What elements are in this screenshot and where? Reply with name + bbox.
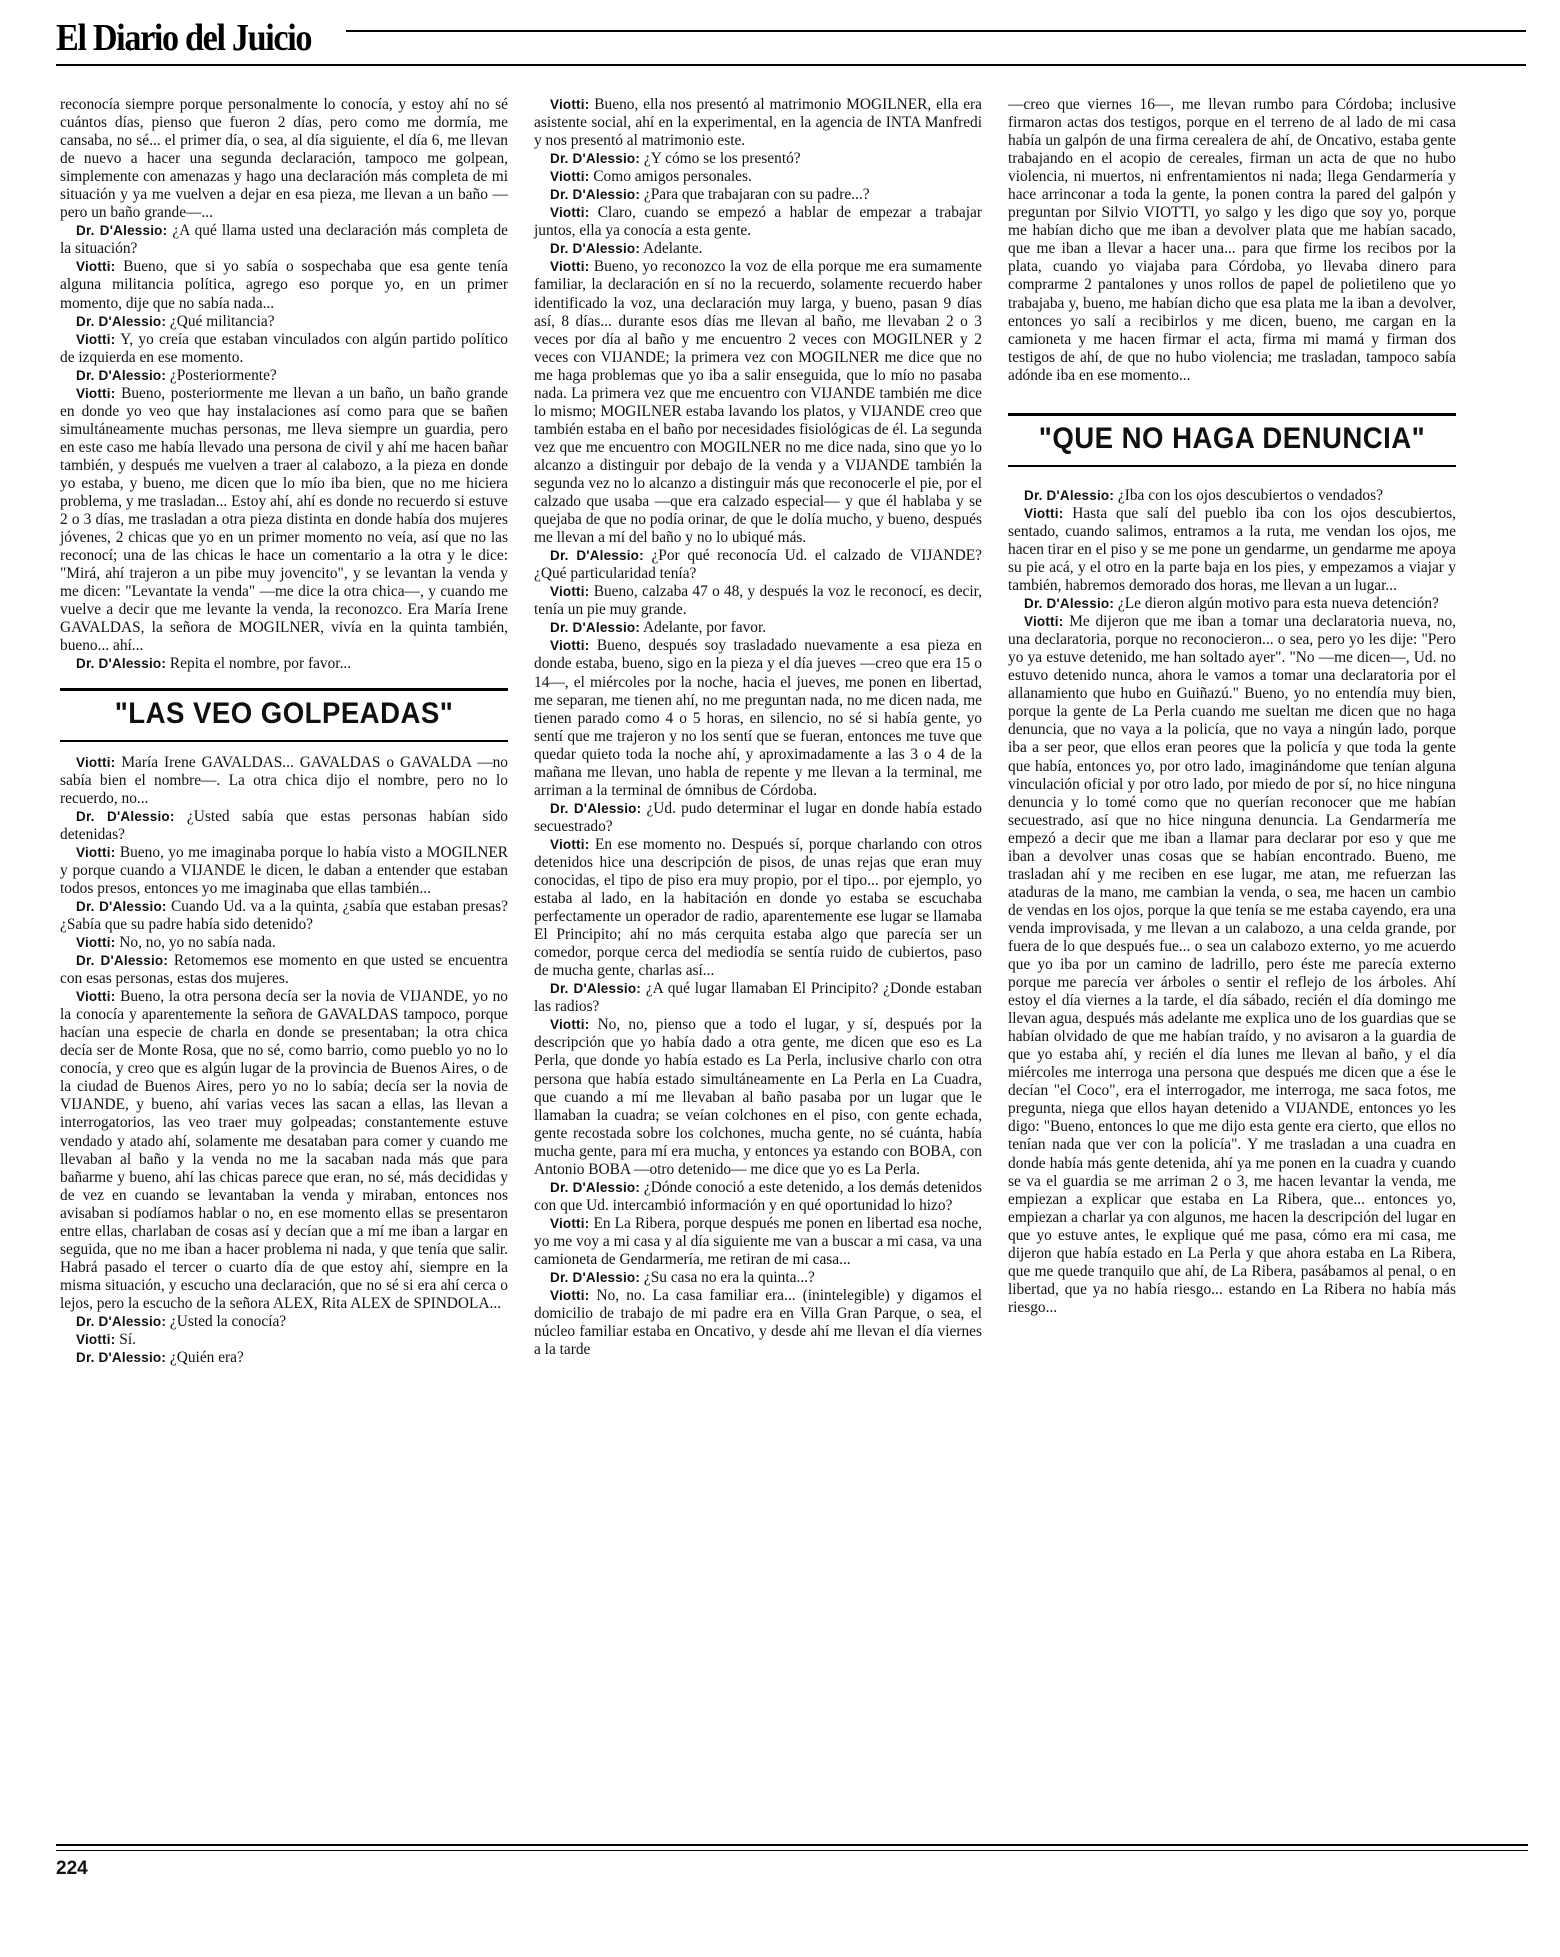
- speaker-label: Viotti:: [550, 584, 590, 600]
- paragraph-text: Bueno, la otra persona decía ser la novia de VIJANDE, yo no la conocía y aparentemente la señora de GAVALDAS tampoco, porque hacían una especie de charla en donde se presentaban; la otra chica decía ser de Monte Rosa, que no sé, como barrio, como pueblo yo no lo conocía, y creo que es algún lugar de la provincia de Buenos Aires, o de la ciudad de Buenos Aires, pero yo no lo sabía; decía ser la novia de VIJANDE, y bueno, ahí varias veces las sacan a ellas, las llevan a interrogatorios, las veo traer muy golpeadas; constantemente estuve vendado y atado ahí, solamente me desataban para comer y cuando me llevaban al baño y la venda no me la sacaban nada más que para bañarme y bueno, ahí las chicas parece que eran, no sé, más decididas y de vez en cuando se levantaban la venda y miraban, entonces nos avisaban si podíamos hablar o no, en ese momento ellas se presentaron entre ellas, charlaban de cosas así y decían que a mí me iban a largar en seguida, que no me iban a hacer problema ni nada, y que tenía que salir. Habrá pasado el tercer o cuarto día de que estoy ahí, siempre en la misma situación, y escucho una declaración, que no sé si era ahí cerca o lejos, pero la escucho de la señora ALEX, Rita ALEX de SPINDOLA...: [60, 988, 508, 1312]
- speaker-label: Viotti:: [76, 385, 116, 401]
- transcript-paragraph: [534, 1287, 982, 1359]
- paragraph-text: Bueno, yo me imaginaba porque lo había visto a MOGILNER y porque cuando a VIJANDE le dicen, le daban a entender que estaban todos presos, entonces yo me imaginaba que ellas también...: [60, 843, 508, 897]
- speaker-label: Viotti:: [550, 169, 590, 185]
- speaker-label: Viotti:: [550, 836, 590, 852]
- transcript-paragraph: [1008, 613, 1456, 1317]
- paragraph-text: ¿A qué lugar llamaban El Principito? ¿Donde estaban las radios?: [534, 980, 982, 1016]
- paragraph-text: Bueno, que si yo sabía o sospechaba que esa gente tenía alguna militancia política, agrego eso porque yo, en un primer momento, dije que no sabía nada...: [60, 258, 508, 312]
- section-headline: "LAS VEO GOLPEADAS": [114, 696, 454, 730]
- paragraph-text: Me dijeron que me iban a tomar una declaratoria nueva, no, una declaratoria, porque no reconocieron... o sea, pero yo les dije: "Pero yo ya estuve detenido, me han soltado ayer". "No —me dicen—, Ud. no estuvo detenido nunca, ahora le vamos a tomar una declaratoria por el allanamiento que hubo en Guiñazú." Bueno, yo no entendía muy bien, porque la gente de La Perla cuando me sueltan me dicen que no haga denuncia, que no vaya a la policía, que no vaya a ningún lado, porque iba a ser peor, que ellos eran peores que la policía y que toda la gente que había, entonces yo, por otro lado, imaginándome que tenían alguna vinculación oficial y por otro lado, por miedo de por sí, no hice ninguna denuncia y lo tomé como que no querían reconocer que me habían secuestrado, así que no hice ninguna denuncia. La Gendarmería me empezó a decir que me iban a llamar para declarar por eso y que me iban a devolver unas cosas que se habían encontrado. Bueno, me trasladan ahí y me reciben en ese lugar, me atan, me refuerzan las ataduras de la mano, me cambian la venda, o sea, me hacen un cambio de vendas en los ojos, porque la que tenía se me estaba cayendo, era una venda improvisada, y me llevan a un calabozo, a una celda grande, por fuera de lo que después fue... o sea un calabozo externo, yo me acuerdo que yo iba por un camino de ladrillo, pero éste me parecía externo porque me parecía ver árboles o sentir el reflejo de los árboles. Ahí estoy el día viernes a la tarde, el día sábado, recién el día domingo me llevan agua, después más adelante me explica uno de los guardias que se habían olvidado de que me habían traído, y no avisaron a la guardia de que yo estaba ahí, y recién el día lunes me llevan al baño, y el día miércoles me interroga una persona que después me dicen que a ése le decían "el Coco", era el interrogador, me interroga, me saca fotos, me pregunta, niega que ellos hayan detenido a VIJANDE, entonces yo les digo: "Bueno, entonces lo que me dijo esta gente era cierto, que ellos no tenían nada que ver con la policía". Y me trasladan a una cuadra en donde había más gente detenida, ahí ya me ponen en la cuadra y cuando se va el guardia se me arriman 2 o 3, me hacen levantar la venda, me empiezan a explicar que estaba en La Ribera, que... entonces yo, empiezan a charlar ya con algunos, me hacen la descripción del lugar en que yo estuve antes, le explique qué me pasa, cómo era mi casa, me dijeron que había estado en La Perla y que ahora estaba en La Ribera, que me quede tranquilo que ahí, de La Ribera, pasábamos al penal, o en libertad, que ya no había riesgo... estando en La Ribera no había más riesgo...: [1008, 613, 1456, 1316]
- speaker-label: Dr. D'Alessio:: [1024, 487, 1115, 503]
- continued-paragraph: [60, 96, 508, 222]
- paragraph-text: Bueno, ella nos presentó al matrimonio MOGILNER, ella era asistente social, ahí en la experimental, en la agencia de INTA Manfredi y nos presentó al matrimonio este.: [534, 96, 982, 150]
- paragraph-text: No, no, yo no sabía nada.: [119, 934, 276, 952]
- paragraph-text: Bueno, yo reconozco la voz de ella porque me era sumamente familiar, la declaración en sí no la recuerdo, solamente recuerdo haber identificado la voz, una declaración muy larga, y bueno, pasan 9 días así, 8 días... durante esos días me llevan al baño, me llevaban 2 o 3 veces por día al baño y me encuentro 2 veces con MOGILNER y 2 veces con VIJANDE; la primera vez con MOGILNER me dice que no me haga problemas que yo iba a salir enseguida, que lo mío no pasaba nada. La primera vez que me encuentro con VIJANDE también me dice lo mismo; MOGILNER estaba lavando los platos, y VIJANDE creo que también estaba en el baño por necesidades fisiológicas de él. La segunda vez que me encuentro con MOGILNER no me dice nada, sino que yo lo alcanzo a distinguir por debajo de la venda y a VIJANDE también la segunda vez no lo alcanzo a distinguir más que reconocerle el pie, por el calzado que usaba —que era calzado especial— y que él hablaba y se quejaba de que no podía orinar, de que le dolía mucho, y bueno, después me llevan a mí del baño y no lo ubiqué más.: [534, 258, 982, 547]
- speaker-label: Dr. D'Alessio:: [550, 548, 644, 564]
- paragraph-text: Claro, cuando se empezó a hablar de empezar a trabajar juntos, ella ya conocía a esta gente.: [534, 204, 982, 240]
- speaker-label: Viotti:: [76, 1332, 116, 1348]
- transcript-paragraph: [534, 1269, 982, 1287]
- paragraph-text: —creo que viernes 16—, me llevan rumbo para Córdoba; inclusive firmaron actas dos testigos, porque en el terreno de al lado de mi casa había un galpón de una firma cerealera de ahí, de Oncativo, estaba gente trabajando en el acopio de cereales, firman un acta de que no hubo violencia, ni muertos, ni enfrentamientos ni nada; llega Gendarmería y hace arrinconar a toda la gente, la ponen contra la pared del galpón y preguntan por Silvio VIOTTI, yo salgo y les digo que soy yo, porque me habían dicho que me iban a devolver plata que me habían sacado, que me iban a llevar a hacer una... para que firme los recibos por la plata, cuando yo viajaba para Córdoba, yo llevaba dinero para comprarme 2 pantalones y unos rollos de papel de polietileno que yo trabajaba y, bueno, me habían dicho que esa plata me la iban a devolver, entonces yo salí a recibirlos y me dicen, bueno, me cargan en la camioneta y me hacen firmar el acta, firma mi mamá y firman dos testigos de ahí, de que no hubo violencia; me trasladan, tampoco sabía adónde iba en ese momento...: [1008, 96, 1456, 384]
- transcript-paragraph: [60, 222, 508, 258]
- masthead-bottom-rule: [56, 64, 1526, 66]
- speaker-label: Viotti:: [550, 1288, 590, 1304]
- speaker-label: Viotti:: [550, 1017, 590, 1033]
- transcript-paragraph: [534, 1215, 982, 1269]
- transcript-paragraph: [534, 240, 982, 258]
- speaker-label: Dr. D'Alessio:: [76, 898, 167, 914]
- section-headline-box: [1008, 413, 1456, 467]
- transcript-paragraph: [534, 204, 982, 240]
- transcript-paragraph: [60, 988, 508, 1313]
- masthead-top-rule: [346, 30, 1526, 32]
- speaker-label: Dr. D'Alessio:: [550, 241, 641, 257]
- footer-rule: [56, 1844, 1528, 1846]
- paragraph-text: Hasta que salí del pueblo iba con los ojos descubiertos, sentado, cuando salimos, entramos a la ruta, me vendan los ojos, me hacen tirar en el piso y se me pone un gendarme, un gendarme me apoya su pie acá, y el otro en la parte baja en los pies, y empezamos a viajar y también, habremos demorado dos horas, me llevan a un lugar...: [1008, 504, 1456, 595]
- speaker-label: Viotti:: [550, 205, 590, 221]
- text-column-3: [1008, 96, 1456, 1317]
- transcript-paragraph: [534, 186, 982, 204]
- speaker-label: Dr. D'Alessio:: [76, 808, 175, 824]
- transcript-paragraph: [1008, 487, 1456, 505]
- transcript-paragraph: [60, 1313, 508, 1331]
- speaker-label: Dr. D'Alessio:: [76, 953, 169, 969]
- text-column-2: [534, 96, 982, 1359]
- transcript-paragraph: [60, 1331, 508, 1349]
- transcript-paragraph: [534, 980, 982, 1016]
- speaker-label: Dr. D'Alessio:: [76, 1350, 167, 1366]
- speaker-label: Viotti:: [76, 331, 116, 347]
- paragraph-text: ¿Iba con los ojos descubiertos o vendados?: [1117, 486, 1383, 504]
- paragraph-text: ¿Usted sabía que estas personas habían sido detenidas?: [60, 807, 508, 843]
- paragraph-text: No, no. La casa familiar era... (inintelegible) y digamos el domicilio de trabajo de mi padre era en Villa Gran Parque, o sea, el núcleo familiar estaba en Oncativo, y desde ahí me llevan el día viernes a la tarde: [534, 1287, 983, 1359]
- paragraph-text: Bueno, después soy trasladado nuevamente a esa pieza en donde estaba, bueno, sigo en la pieza y el día jueves —creo que era 15 o 14—, el miércoles por la noche, hacia el jueves, me ponen en libertad, me separan, me tienen ahí, no me preguntan nada, no me dicen nada, me tienen parado como 4 o 5 horas, en silencio, no sé si había gente, yo sentí que me trajeron y no los sentí que se fueran, entonces me tuve que quedar quieto toda la noche ahí, y aproximadamente a las 3 o 4 de la mañana me llevan, uno habla de repente y me llevan a la terminal, me arriman a la terminal de ómnibus de Córdoba.: [534, 637, 982, 799]
- transcript-paragraph: [60, 898, 508, 934]
- masthead: [56, 14, 1526, 70]
- transcript-paragraph: [534, 168, 982, 186]
- transcript-paragraph: [534, 583, 982, 619]
- speaker-label: Dr. D'Alessio:: [76, 1314, 167, 1329]
- transcript-paragraph: [534, 96, 982, 150]
- transcript-paragraph: [60, 844, 508, 898]
- paragraph-text: ¿Para que trabajaran con su padre...?: [643, 186, 870, 204]
- paragraph-text: ¿Dónde conoció a este detenido, a los demás detenidos con que Ud. intercambió información y en qué oportunidad lo hizo?: [534, 1178, 982, 1214]
- paragraph-text: Como amigos personales.: [593, 168, 752, 186]
- text-column-1: [60, 96, 508, 1367]
- transcript-paragraph: [534, 150, 982, 168]
- paragraph-text: ¿Por qué reconocía Ud. el calzado de VIJANDE? ¿Qué particularidad tenía?: [534, 547, 982, 583]
- paragraph-text: ¿Posteriormente?: [169, 366, 277, 384]
- footer-rule-thin: [56, 1850, 1528, 1851]
- speaker-label: Viotti:: [550, 1215, 590, 1231]
- transcript-paragraph: [534, 1016, 982, 1178]
- paragraph-text: En ese momento no. Después sí, porque charlando con otros detenidos hice una descripción de pisos, de unas rejas que eran muy conocidas, el tipo de piso era muy propio, por el tipo... por ejemplo, yo estaba al lado, en la habitación en donde yo estaba se escuchaba perfectamente un operador de radio, aparentemente ese lugar se llamaba El Principito; ahí no más cerquita estaba algo que parecía ser un comedor, porque cerca del mediodía se sentía ruido de cubiertos, paso de mucha gente, charlas así...: [534, 835, 982, 980]
- publication-title: El Diario del Juicio: [56, 17, 312, 59]
- speaker-label: Viotti:: [550, 638, 590, 654]
- speaker-label: Viotti:: [76, 754, 116, 770]
- speaker-label: Dr. D'Alessio:: [550, 981, 641, 997]
- paragraph-text: No, no, pienso que a todo el lugar, y sí, después por la descripción que yo había dado a otra gente, me dicen que eso es La Perla, que donde yo había estado es La Perla, inclusive charlo con otra persona que había estado simultáneamente en La Perla en La Cuadra, que cuando a mí me llevaban al baño pasaba por un lugar que le llamaban la cuadra; se veían colchones en el piso, con gente echada, gente recostada sobre los colchones, mucha gente, no sé cuánta, había mucha gente, para mí era mucha, y entonces ya estando con BOBA, con Antonio BOBA —otro detenido— me dice que yo es La Perla.: [534, 1016, 982, 1178]
- speaker-label: Dr. D'Alessio:: [550, 187, 641, 203]
- paragraph-text: ¿Usted la conocía?: [169, 1313, 287, 1330]
- paragraph-text: Cuando Ud. va a la quinta, ¿sabía que estaban presas? ¿Sabía que su padre había sido detenido?: [60, 897, 508, 933]
- transcript-paragraph: [534, 258, 982, 547]
- page-number: 224: [56, 1858, 88, 1879]
- speaker-label: Dr. D'Alessio:: [76, 313, 167, 329]
- paragraph-text: Bueno, posteriormente me llevan a un baño, un baño grande en donde yo veo que hay instalaciones así como para que se bañen simultáneamente muchas personas, me lleva siempre un guardia, pero en este caso me había llevado una persona de civil y ahí me hacen bañar también, y después me vuelven a traer al calabozo, a la pieza en donde yo estaba, y bueno, me dicen que lo mío iba bien, que no me hiciera problema, y me trasladan... Estoy ahí, ahí es donde no recuerdo si estuve 2 o 3 días, me trasladan a otra pieza distinta en donde había dos mujeres jóvenes, 2 chicas que yo en un primer momento no veía, así que no las reconocí; una de las chicas le hace un comentario a la otra y le dice: "Mirá, ahí trajeron a un pibe muy jovencito", y se levantan la venda y me dicen: "Levantate la venda" —me dice la otra chica—, y cuando me vuelve a decir que me levante la venda, la reconozco. Era María Irene GAVALDAS, la señora de MOGILNER, vivía en la quinta también, bueno... ahí...: [60, 384, 508, 655]
- speaker-label: Viotti:: [76, 844, 116, 860]
- section-headline-box: [60, 688, 508, 742]
- paragraph-text: Sí.: [119, 1331, 136, 1349]
- speaker-label: Dr. D'Alessio:: [76, 367, 167, 383]
- section-headline: "QUE NO HAGA DENUNCIA": [1038, 421, 1426, 455]
- paragraph-text: Y, yo creía que estaban vinculados con algún partido político de izquierda en ese momento.: [60, 330, 508, 366]
- speaker-label: Dr. D'Alessio:: [550, 151, 641, 167]
- transcript-paragraph: [60, 331, 508, 367]
- transcript-paragraph: [60, 385, 508, 656]
- speaker-label: Viotti:: [76, 935, 116, 951]
- speaker-label: Dr. D'Alessio:: [76, 223, 168, 239]
- transcript-paragraph: [534, 836, 982, 980]
- transcript-paragraph: [60, 952, 508, 988]
- speaker-label: Viotti:: [76, 989, 116, 1005]
- paragraph-text: ¿A qué llama usted una declaración más completa de la situación?: [60, 222, 508, 258]
- transcript-paragraph: [1008, 505, 1456, 595]
- paragraph-text: Adelante, por favor.: [643, 619, 767, 637]
- transcript-paragraph: [1008, 595, 1456, 613]
- transcript-paragraph: [534, 800, 982, 836]
- paragraph-text: María Irene GAVALDAS... GAVALDAS o GAVALDA —no sabía bien el nombre—. La otra chica dijo el nombre, pero no lo recuerdo, no...: [60, 753, 508, 807]
- speaker-label: Dr. D'Alessio:: [550, 800, 642, 816]
- transcript-paragraph: [60, 754, 508, 808]
- speaker-label: Dr. D'Alessio:: [550, 1179, 641, 1195]
- speaker-label: Dr. D'Alessio:: [1024, 596, 1115, 612]
- paragraph-text: En La Ribera, porque después me ponen en libertad esa noche, yo me voy a mi casa y al día siguiente me van a buscar a mi casa, va una camioneta de Gendarmería, me retiran de mi casa...: [534, 1214, 982, 1268]
- continued-paragraph: [1008, 96, 1456, 385]
- transcript-paragraph: [60, 934, 508, 952]
- paragraph-text: ¿Quién era?: [169, 1349, 244, 1367]
- transcript-paragraph: [60, 313, 508, 331]
- speaker-label: Viotti:: [550, 259, 590, 275]
- transcript-paragraph: [60, 808, 508, 844]
- transcript-paragraph: [60, 258, 508, 312]
- speaker-label: Viotti:: [1024, 505, 1064, 521]
- speaker-label: Viotti:: [1024, 614, 1064, 630]
- transcript-paragraph: [534, 637, 982, 799]
- paragraph-text: ¿Le dieron algún motivo para esta nueva detención?: [1117, 595, 1439, 613]
- paragraph-text: Bueno, calzaba 47 o 48, y después la voz le reconocí, es decir, tenía un pie muy grande.: [534, 583, 982, 619]
- transcript-paragraph: [534, 547, 982, 583]
- speaker-label: Dr. D'Alessio:: [76, 656, 167, 672]
- paragraph-text: ¿Ud. pudo determinar el lugar en donde había estado secuestrado?: [534, 799, 982, 835]
- transcript-paragraph: [60, 367, 508, 385]
- paragraph-text: ¿Qué militancia?: [169, 312, 275, 330]
- transcript-paragraph: [534, 619, 982, 637]
- paragraph-text: Repita el nombre, por favor...: [169, 655, 352, 673]
- speaker-label: Dr. D'Alessio:: [550, 1270, 641, 1286]
- paragraph-text: Retomemos ese momento en que usted se encuentra con esas personas, estas dos mujeres.: [60, 952, 508, 988]
- transcript-paragraph: [534, 1179, 982, 1215]
- paragraph-text: ¿Su casa no era la quinta...?: [643, 1269, 815, 1287]
- transcript-paragraph: [60, 1349, 508, 1367]
- speaker-label: Viotti:: [550, 97, 590, 112]
- paragraph-text: Adelante.: [643, 240, 703, 258]
- paragraph-text: reconocía siempre porque personalmente lo conocía, y estoy ahí no sé cuántos días, pienso que fueron 2 días, pero como me dormía, me cansaba, no sé... el primer día, o sea, al día siguiente, el día 6, me llevan de nuevo a hacer una segunda declaración, tampoco me golpean, simplemente con amenazas y hago una declaración más completa de mi situación y ya me vuelven a dejar en esa pieza, me llevan a un baño —pero un baño grande—...: [60, 96, 508, 222]
- speaker-label: Dr. D'Alessio:: [550, 620, 641, 636]
- speaker-label: Viotti:: [76, 259, 116, 275]
- transcript-paragraph: [60, 655, 508, 673]
- paragraph-text: ¿Y cómo se los presentó?: [643, 150, 801, 168]
